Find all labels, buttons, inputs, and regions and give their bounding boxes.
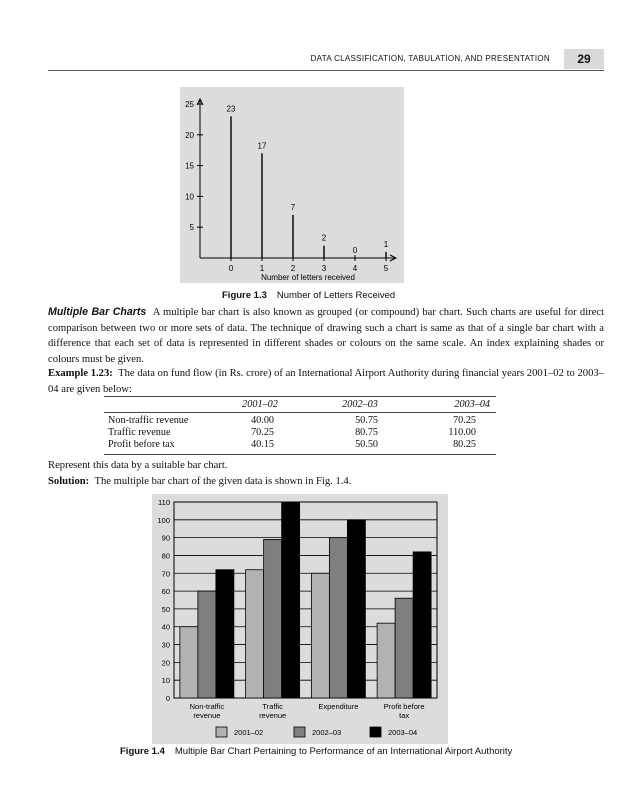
x-tick-label: 1 <box>259 264 265 273</box>
bar <box>347 520 365 698</box>
x-tick-label: 2 <box>290 264 296 273</box>
table-header-2001-02: 2001–02 <box>242 399 278 410</box>
bar <box>395 598 413 698</box>
bar <box>246 570 264 698</box>
table-cell: 110.00 <box>448 427 476 438</box>
bar <box>311 573 329 698</box>
y-tick-label: 110 <box>158 498 170 507</box>
represent-instruction: Represent this data by a suitable bar chart. <box>48 460 228 471</box>
table-cell: 40.00 <box>251 415 274 426</box>
x-tick-label: 5 <box>383 264 389 273</box>
bar <box>198 591 216 698</box>
bar <box>282 502 300 698</box>
paragraph-multiple-bar-charts <box>48 305 604 367</box>
bar <box>180 627 198 698</box>
category-label: Profit before <box>383 702 425 711</box>
table-cell: 80.25 <box>453 439 476 450</box>
table-cell: 50.75 <box>355 415 378 426</box>
table-cell: 50.50 <box>355 439 378 450</box>
data-label: 0 <box>352 246 358 255</box>
table-header-2003-04: 2003–04 <box>454 399 490 410</box>
example-1-23 <box>48 366 604 397</box>
example-label: Example 1.23: <box>48 368 113 379</box>
y-tick-label: 10 <box>161 676 170 686</box>
data-label: 1 <box>383 239 389 249</box>
bar <box>264 539 282 698</box>
x-axis-label: Number of letters received <box>261 273 355 282</box>
example-text: The data on fund flow (in Rs. crore) of an International Airport Authority during financial years 2001–02 to 2003–04 are given below: <box>48 368 604 395</box>
solution-label: Solution: <box>48 476 90 487</box>
table-row-label: Profit before tax <box>108 439 175 450</box>
category-label: Non-traffic <box>189 702 225 711</box>
y-tick-label: 90 <box>161 533 170 543</box>
x-tick-label: 0 <box>228 264 234 273</box>
figure-1-4-label: Figure 1.4 <box>120 746 165 757</box>
y-tick-label: 20 <box>185 130 194 140</box>
table-cell: 80.75 <box>355 427 378 438</box>
y-tick-label: 0 <box>165 694 170 703</box>
data-label: 17 <box>257 141 267 151</box>
figure-1-4-caption <box>120 746 512 757</box>
y-tick-label: 20 <box>161 658 170 668</box>
category-label: tax <box>399 711 410 720</box>
bar <box>329 538 347 698</box>
legend-swatch <box>294 727 305 737</box>
solution-line <box>48 476 351 487</box>
x-tick-label: 4 <box>352 264 358 273</box>
table-header-rule <box>104 412 496 413</box>
legend-swatch <box>216 727 227 737</box>
y-tick-label: 25 <box>185 100 194 109</box>
legend-label: 2002–03 <box>312 728 342 737</box>
data-label: 23 <box>226 104 236 114</box>
y-tick-label: 70 <box>161 569 170 579</box>
bar <box>377 623 395 698</box>
data-label: 7 <box>290 202 296 212</box>
header-rule <box>48 70 604 71</box>
y-tick-label: 50 <box>161 604 170 614</box>
legend-swatch <box>370 727 381 737</box>
figure-1-4-svg <box>152 494 448 744</box>
figure-1-3-label: Figure 1.3 <box>222 290 267 301</box>
category-label: Expenditure <box>318 702 359 711</box>
running-header: DATA CLASSIFICATION, TABULATION, AND PRESENTATION <box>310 54 550 63</box>
table-header-2002-03: 2002–03 <box>342 399 378 410</box>
figure-1-3-chart <box>180 87 404 283</box>
table-row-label: Traffic revenue <box>108 427 171 438</box>
bar <box>413 552 431 698</box>
x-tick-label: 3 <box>321 264 327 273</box>
bar <box>216 570 234 698</box>
y-tick-label: 60 <box>161 587 170 597</box>
category-label: Traffic <box>262 702 283 711</box>
figure-1-4-chart <box>152 494 448 744</box>
table-top-rule <box>104 396 496 397</box>
table-cell: 70.25 <box>251 427 274 438</box>
y-tick-label: 15 <box>185 161 194 171</box>
category-label: revenue <box>193 711 221 720</box>
y-tick-label: 30 <box>161 640 170 650</box>
table-cell: 40.15 <box>251 439 274 450</box>
data-label: 2 <box>321 233 327 243</box>
paragraph-text: A multiple bar chart is also known as grouped (or compound) bar chart. Such charts are useful for direct comparison between two or more sets of data. The technique of drawing such a chart is same as that of a single bar chart with a difference that each set of data is represented in different shades or colours on the same scale. An index explaining shades or colours must be given. <box>48 307 605 365</box>
page-number: 29 <box>564 49 604 69</box>
legend-label: 2001–02 <box>234 728 264 737</box>
figure-1-3-caption <box>222 290 395 301</box>
solution-text: The multiple bar chart of the given data is shown in Fig. 1.4. <box>94 476 352 487</box>
figure-1-3-caption-text: Number of Letters Received <box>276 290 396 301</box>
run-in-heading: Multiple Bar Charts <box>48 306 147 318</box>
figure-1-4-caption-text: Multiple Bar Chart Pertaining to Performance of an International Airport Authority <box>174 746 513 757</box>
table-cell: 70.25 <box>453 415 476 426</box>
legend-label: 2003–04 <box>388 728 418 737</box>
table-row-label: Non-traffic revenue <box>108 415 189 426</box>
y-tick-label: 80 <box>161 551 170 561</box>
y-tick-label: 10 <box>185 192 194 202</box>
category-label: revenue <box>259 711 287 720</box>
y-tick-label: 5 <box>189 223 194 233</box>
figure-1-3-svg <box>180 87 404 283</box>
table-bottom-rule <box>104 454 496 455</box>
y-tick-label: 100 <box>157 515 170 525</box>
y-tick-label: 40 <box>161 622 170 632</box>
